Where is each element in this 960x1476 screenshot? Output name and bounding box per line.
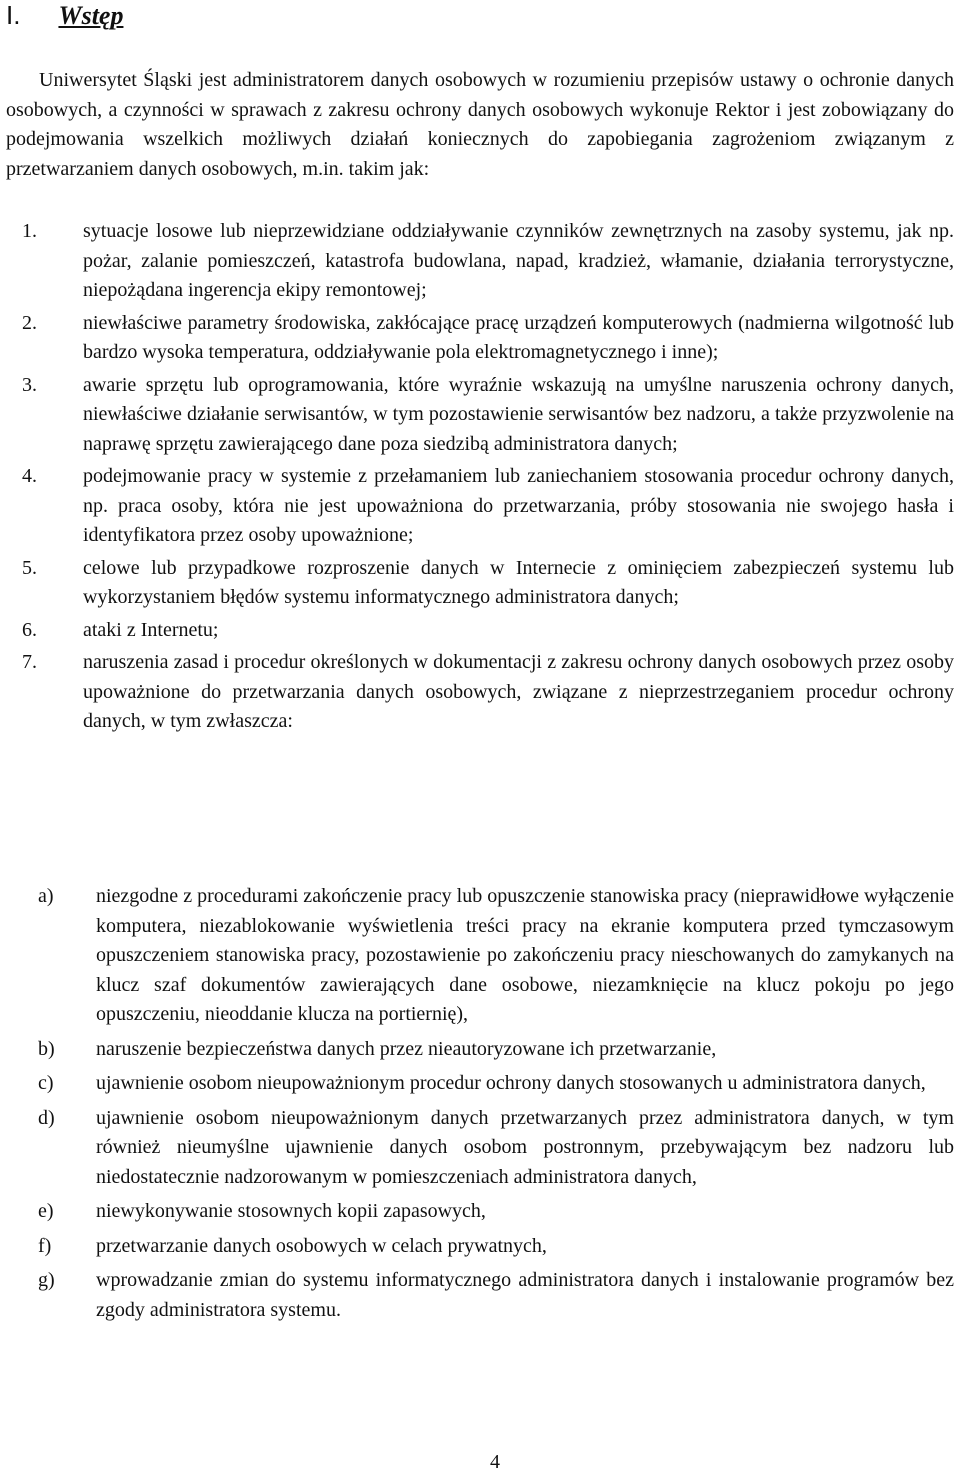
list-marker: 5.: [22, 556, 37, 579]
violation-sublist: [6, 882, 954, 1330]
list-item: [6, 554, 954, 613]
sublist-marker: e): [38, 1200, 54, 1222]
sublist-item: [6, 1266, 954, 1325]
sublist-item: [6, 1232, 954, 1262]
list-item-text: naruszenia zasad i procedur określonych w dokumentacji z zakresu ochrony danych osobowych przez osoby upoważnione do przetwarzania danych osobowych, związane z nieprzestrzeganiem procedur ochrony danych, w tym zwłaszcza:: [83, 651, 954, 732]
list-marker: 3.: [22, 373, 37, 396]
sublist-marker: c): [38, 1072, 54, 1094]
threat-list: [6, 217, 954, 737]
section-heading: [6, 0, 123, 33]
list-item: [6, 309, 954, 368]
sublist-item-text: przetwarzanie danych osobowych w celach prywatnych,: [96, 1234, 547, 1257]
sublist-item-text: niezgodne z procedurami zakończenie pracy lub opuszczenie stanowiska pracy (nieprawidłowe wyłączenie komputera, niezablokowanie wyświetlenia treści pracy na ekranie komputera przed tymczasowym opuszczeniem stanowiska pracy, pozostawienie po zakończeniu pracy nieschowanych do zamykanych na klucz szaf dokumentów zawierających dane osobowe, niezamknięcie na klucz pokoju po jego opuszczeniu, nieoddanie klucza na portiernię),: [96, 885, 954, 1025]
sublist-marker: a): [38, 885, 54, 907]
sublist-item-text: wprowadzanie zmian do systemu informatycznego administratora danych i instalowanie programów bez zgody administratora systemu.: [96, 1269, 954, 1321]
section-number: I.: [6, 0, 21, 30]
list-item: [6, 371, 954, 460]
list-marker: 4.: [22, 465, 37, 487]
list-item: [6, 616, 954, 646]
sublist-item: [6, 1197, 954, 1227]
list-marker: 1.: [22, 220, 37, 242]
list-item: [6, 648, 954, 737]
list-marker: 6.: [22, 618, 37, 641]
list-item-text: awarie sprzętu lub oprogramowania, które wyraźnie wskazują na umyślne naruszenia ochrony danych, niewłaściwe działanie serwisantów, w tym pozostawienie serwisantów bez nadzoru, a także przyzwolenie na naprawę sprzętu zawierającego dane poza siedzibą administratora danych;: [83, 373, 954, 455]
list-item-text: niewłaściwe parametry środowiska, zakłócające pracę urządzeń komputerowych (nadmierna wilgotność lub bardzo wysoka temperatura, oddziaływanie pola elektromagnetycznego i inne);: [83, 311, 954, 363]
sublist-marker: g): [38, 1269, 55, 1291]
intro-paragraph: Uniwersytet Śląski jest administratorem danych osobowych w rozumieniu przepisów ustawy o ochronie danych osobowych, a czynności w sprawach z zakresu ochrony danych osobowych wykonuje Rektor i jest zobowiązany do podejmowania wszelkich możliwych działań koniecznych do zapobiegania zagrożeniom związanym z przetwarzaniem danych osobowych, m.in. takim jak:: [6, 69, 954, 180]
sublist-item-text: ujawnienie osobom nieupoważnionym danych przetwarzanych przez administratora danych, w tym również nieumyślne ujawnienie danych osobom postronnym, przebywającym bez nadzoru lub niedostatecznie nadzorowanym w pomieszczeniach administratora danych,: [96, 1106, 954, 1188]
list-item-text: celowe lub przypadkowe rozproszenie danych w Internecie z ominięciem zabezpieczeń systemu lub wykorzystaniem błędów systemu informatycznego administratora danych;: [83, 556, 954, 608]
sublist-marker: b): [38, 1037, 55, 1060]
list-item-text: podejmowanie pracy w systemie z przełamaniem lub zaniechaniem stosowania procedur ochrony danych, np. praca osoby, która nie jest upoważniona do przetwarzania, próby stosowania nie swojego hasła i identyfikatora przez osoby upoważnione;: [83, 465, 954, 546]
sublist-item: [6, 1104, 954, 1193]
list-item-text: ataki z Internetu;: [83, 618, 219, 641]
list-marker: 2.: [22, 311, 37, 334]
sublist-item-text: ujawnienie osobom nieupoważnionym procedur ochrony danych stosowanych u administratora danych,: [96, 1072, 926, 1094]
sublist-marker: d): [38, 1106, 55, 1129]
list-item: [6, 462, 954, 551]
page-number: 4: [490, 1451, 500, 1473]
sublist-item: [6, 882, 954, 1030]
sublist-marker: f): [38, 1234, 52, 1257]
list-item-text: sytuacje losowe lub nieprzewidziane oddziaływanie czynników zewnętrznych na zasoby systemu, jak np. pożar, zalanie pomieszczeń, katastrofa budowlana, napad, kradzież, włamanie, działania terrorystyczne, niepożądana ingerencja ekipy remontowej;: [83, 220, 954, 301]
sublist-item: [6, 1069, 954, 1099]
sublist-item-text: niewykonywanie stosownych kopii zapasowych,: [96, 1200, 486, 1222]
sublist-item: [6, 1035, 954, 1065]
list-item: [6, 217, 954, 306]
section-title: Wstęp: [58, 1, 124, 30]
sublist-item-text: naruszenie bezpieczeństwa danych przez nieautoryzowane ich przetwarzanie,: [96, 1037, 717, 1060]
list-marker: 7.: [22, 651, 37, 673]
